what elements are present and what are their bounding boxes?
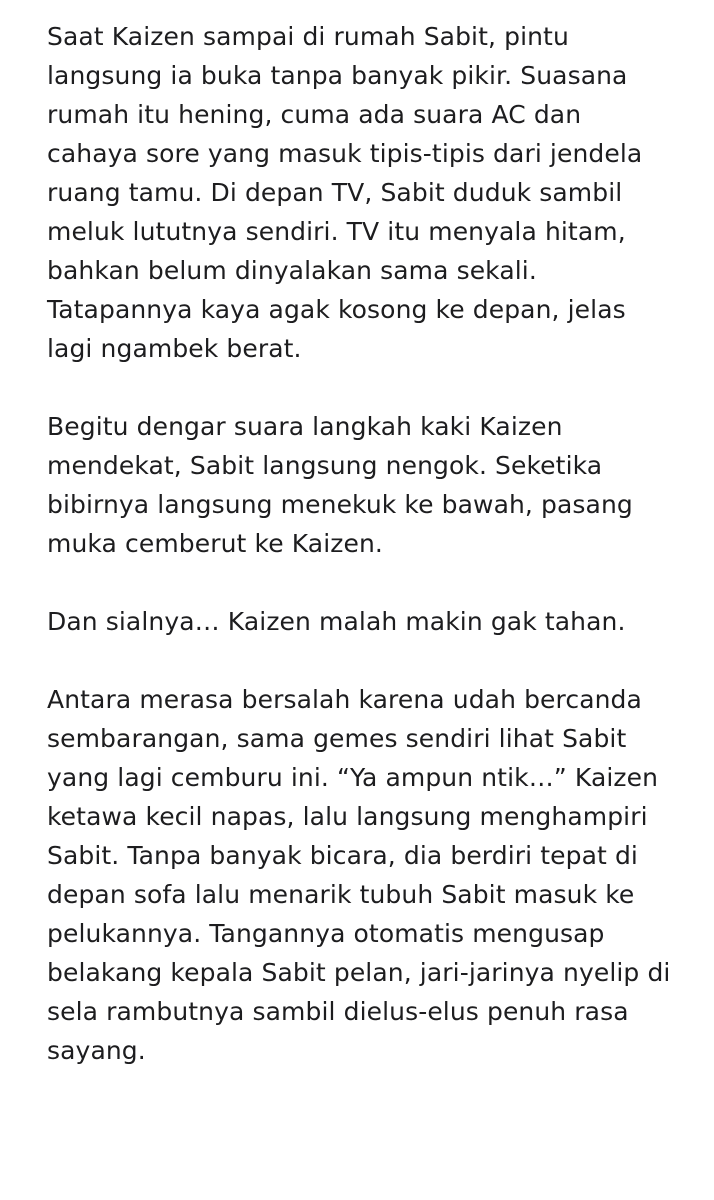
- text-line: depan sofa lalu menarik tubuh Sabit masuk ke: [47, 880, 635, 909]
- text-line: Dan sialnya… Kaizen malah makin gak tahan.: [47, 607, 626, 636]
- text-line: Antara merasa bersalah karena udah bercanda: [47, 685, 642, 714]
- text-line: langsung ia buka tanpa banyak pikir. Suasana: [47, 61, 628, 90]
- text-line: belakang kepala Sabit pelan, jari-jarinya nyelip di: [47, 958, 671, 987]
- paragraph-3: [47, 602, 684, 641]
- text-line: mendekat, Sabit langsung nengok. Seketika: [47, 451, 603, 480]
- text-line: bibirnya langsung menekuk ke bawah, pasang: [47, 490, 633, 519]
- paragraph-2: [47, 407, 684, 563]
- text-line: bahkan belum dinyalakan sama sekali.: [47, 256, 537, 285]
- text-line: meluk lututnya sendiri. TV itu menyala hitam,: [47, 217, 626, 246]
- text-line: sela rambutnya sambil dielus-elus penuh rasa: [47, 997, 629, 1026]
- paragraph-4: [47, 680, 684, 1070]
- text-line: Tatapannya kaya agak kosong ke depan, jelas: [47, 295, 626, 324]
- paragraph-1: [47, 17, 684, 368]
- text-line: ketawa kecil napas, lalu langsung menghampiri: [47, 802, 648, 831]
- text-line: muka cemberut ke Kaizen.: [47, 529, 383, 558]
- text-line: Saat Kaizen sampai di rumah Sabit, pintu: [47, 22, 569, 51]
- text-line: rumah itu hening, cuma ada suara AC dan: [47, 100, 582, 129]
- text-line: yang lagi cemburu ini. “Ya ampun ntik…” Kaizen: [47, 763, 659, 792]
- text-line: Sabit. Tanpa banyak bicara, dia berdiri tepat di: [47, 841, 638, 870]
- text-line: pelukannya. Tangannya otomatis mengusap: [47, 919, 605, 948]
- text-line: sayang.: [47, 1036, 146, 1065]
- text-line: sembarangan, sama gemes sendiri lihat Sabit: [47, 724, 627, 753]
- text-line: lagi ngambek berat.: [47, 334, 302, 363]
- text-line: cahaya sore yang masuk tipis-tipis dari jendela: [47, 139, 643, 168]
- text-line: Begitu dengar suara langkah kaki Kaizen: [47, 412, 563, 441]
- text-line: ruang tamu. Di depan TV, Sabit duduk sambil: [47, 178, 623, 207]
